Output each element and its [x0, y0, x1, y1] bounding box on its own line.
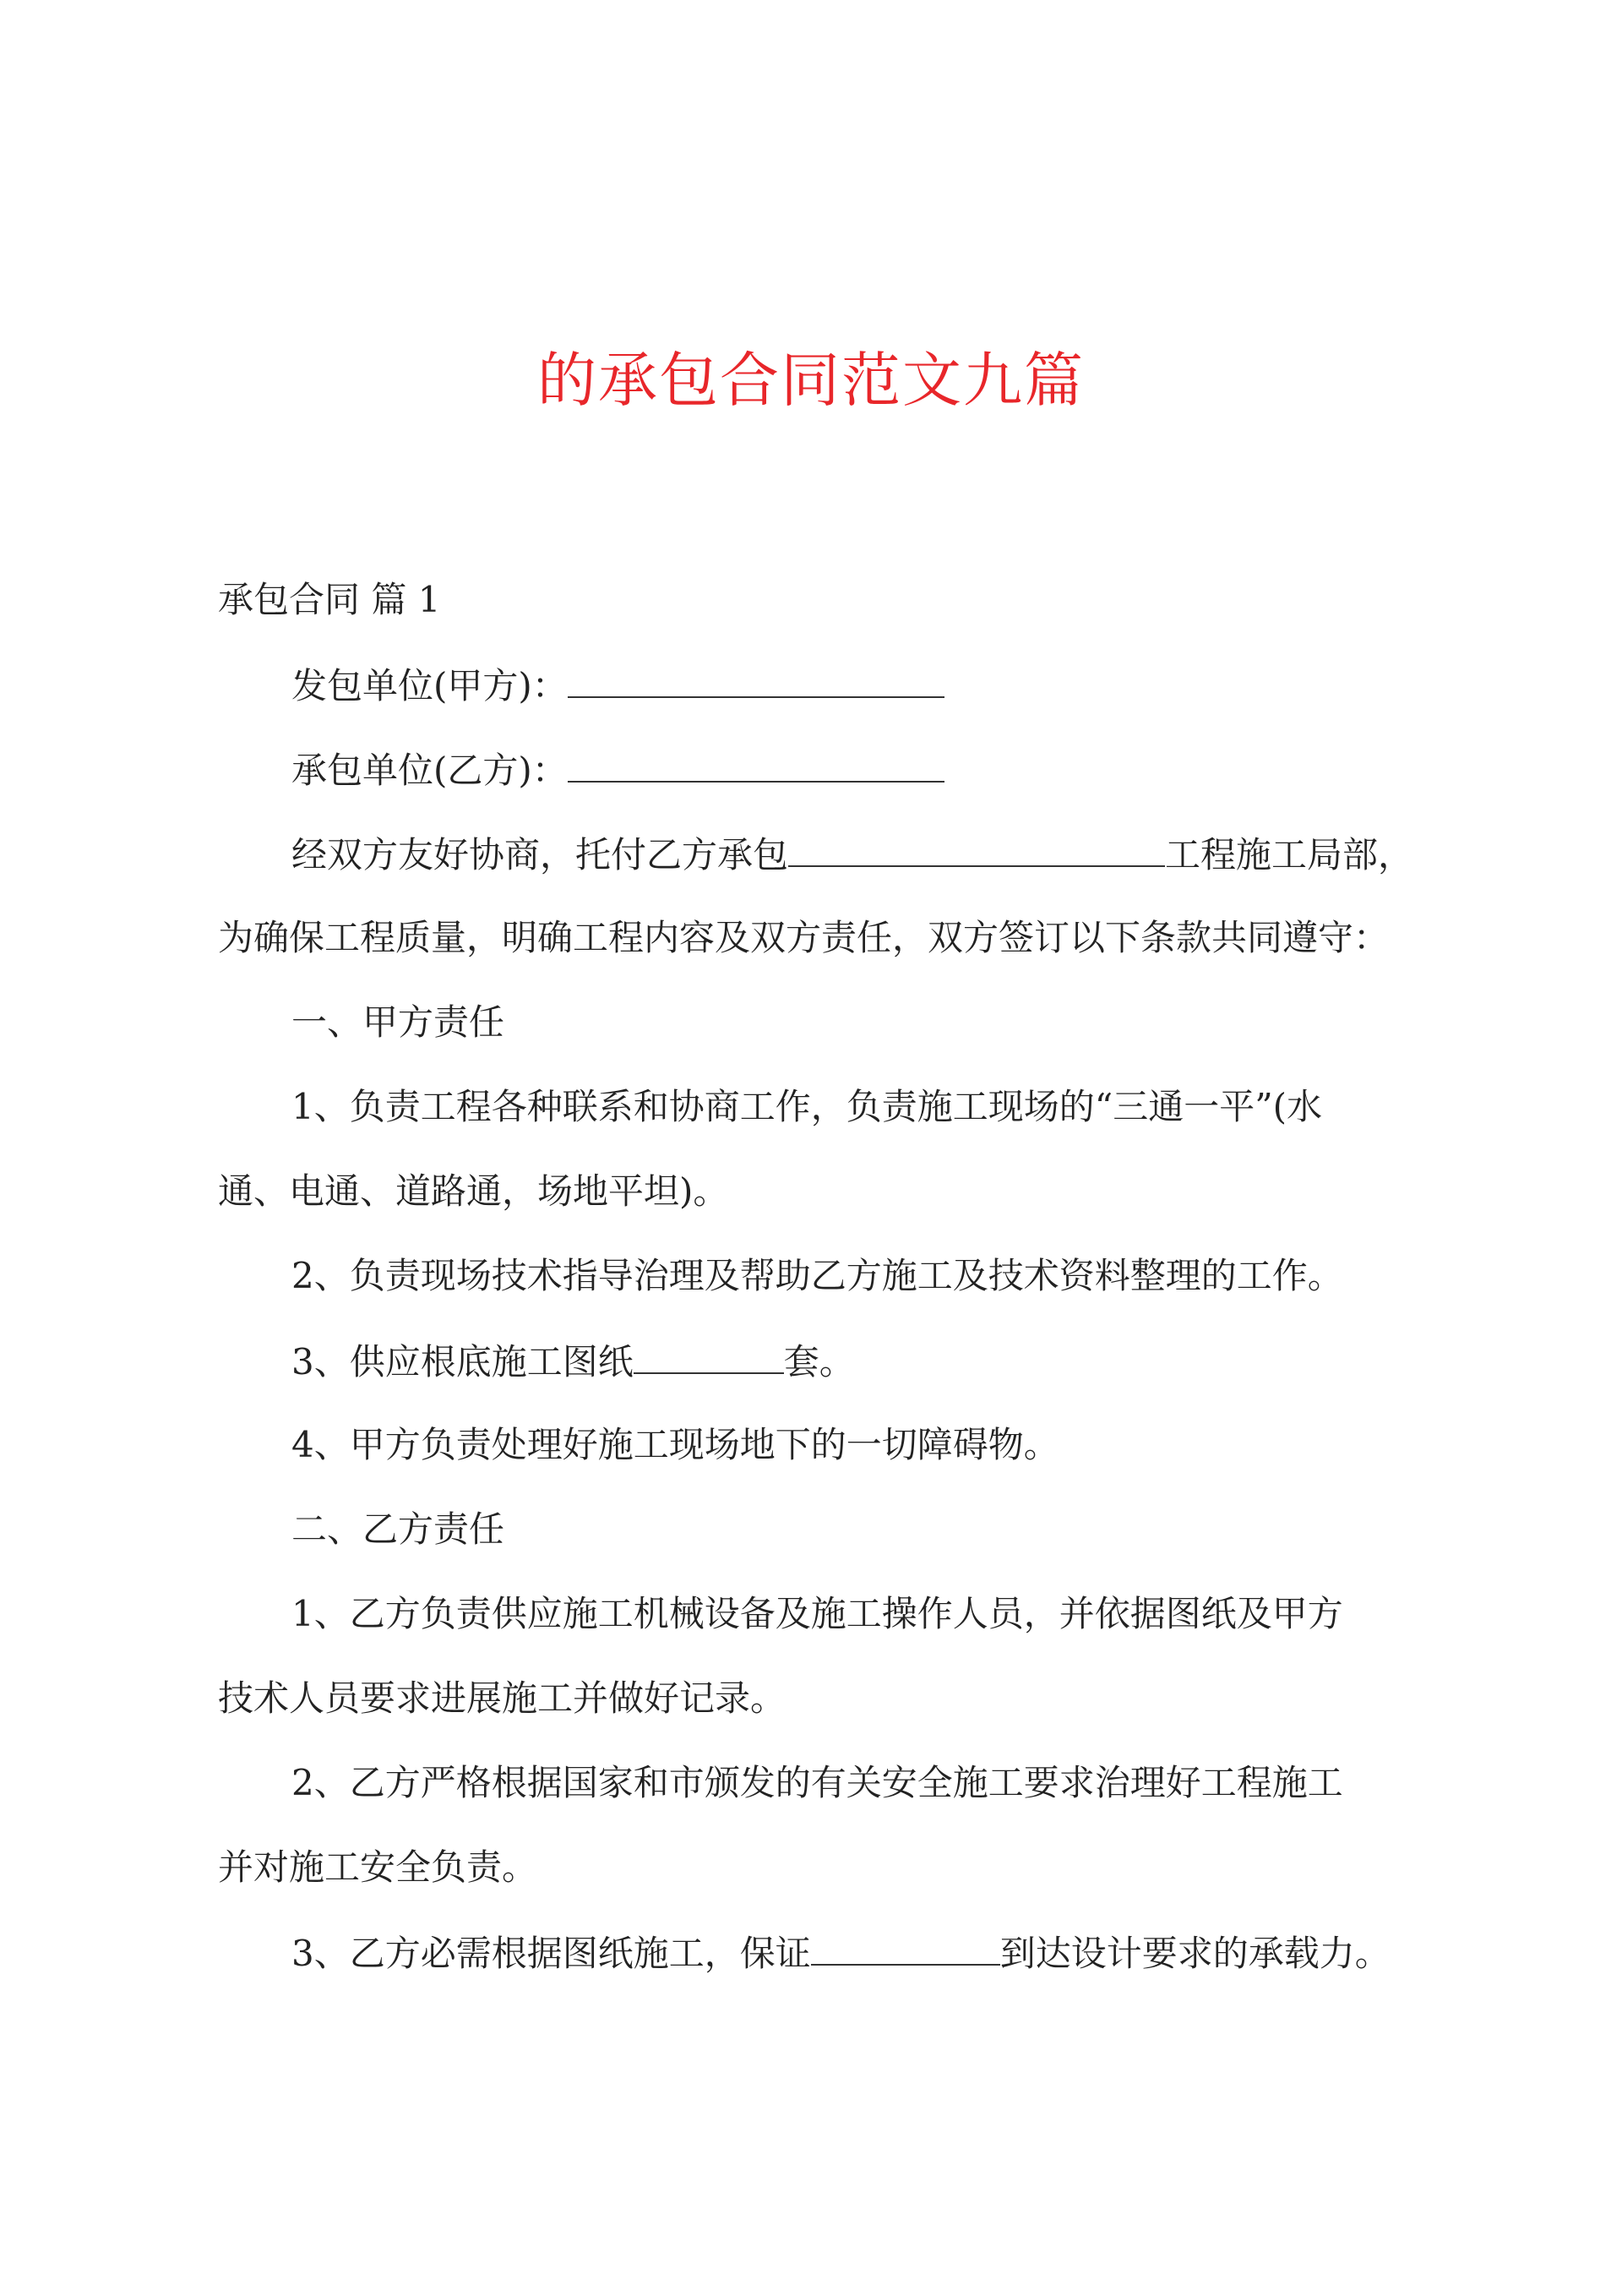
party-a-item-3-part2: 套。: [783, 1341, 855, 1383]
party-b-label: 承包单位(乙方)：: [291, 750, 568, 791]
party-b-item-3-part1: 3、乙方必需根据图纸施工，保证: [291, 1933, 811, 1974]
party-a-item-1-line-1: 1、负责工程各种联系和协商工作，负责施工现场的“三通一平”(水: [291, 1086, 1323, 1127]
drawing-sets-blank: [634, 1335, 784, 1374]
intro-line-1: [291, 828, 1413, 881]
party-b-blank: [568, 744, 944, 783]
party-a-blank: [568, 659, 944, 698]
party-b-item-3-part2: 到达设计要求的承载力。: [999, 1933, 1391, 1974]
intro-text-part1: 经双方友好协商，托付乙方承包: [291, 834, 789, 875]
document-title: 的承包合同范文九篇: [537, 346, 1085, 415]
party-a-item-2: 2、负责现场技术指导治理及帮助乙方施工及技术资料整理的工作。: [291, 1255, 1343, 1296]
intro-line-2: 为确保工程质量，明确工程内容及双方责任，双方签订以下条款共同遵守：: [218, 917, 1390, 958]
party-b-item-1-line-1: 1、乙方负责供应施工机械设备及施工操作人员，并依据图纸及甲方: [291, 1593, 1343, 1634]
party-b-responsibilities-heading: 二、乙方责任: [291, 1508, 505, 1550]
party-a-item-3-part1: 3、供应根底施工图纸: [291, 1341, 634, 1383]
party-a-item-3: [291, 1335, 855, 1388]
party-a-item-4: 4、甲方负责处理好施工现场地下的一切障碍物。: [291, 1424, 1059, 1465]
party-b-item-3: [291, 1927, 1391, 1979]
party-a-label: 发包单位(甲方)：: [291, 665, 568, 706]
party-a-line: [291, 659, 944, 712]
party-b-item-1-line-2: 技术人员要求进展施工并做好记录。: [218, 1677, 787, 1719]
intro-text-part2: 工程施工局部，: [1165, 834, 1414, 875]
bearing-blank: [811, 1927, 1000, 1966]
project-name-blank: [788, 828, 1165, 867]
section-heading: 承包合同 篇 1: [218, 579, 441, 620]
party-b-item-2-line-2: 并对施工安全负责。: [218, 1846, 538, 1888]
party-b-item-2-line-1: 2、乙方严格根据国家和市颁发的有关安全施工要求治理好工程施工: [291, 1762, 1343, 1803]
party-a-responsibilities-heading: 一、甲方责任: [291, 1001, 505, 1043]
party-b-line: [291, 744, 944, 796]
party-a-item-1-line-2: 通、电通、道路通，场地平坦)。: [218, 1170, 729, 1212]
